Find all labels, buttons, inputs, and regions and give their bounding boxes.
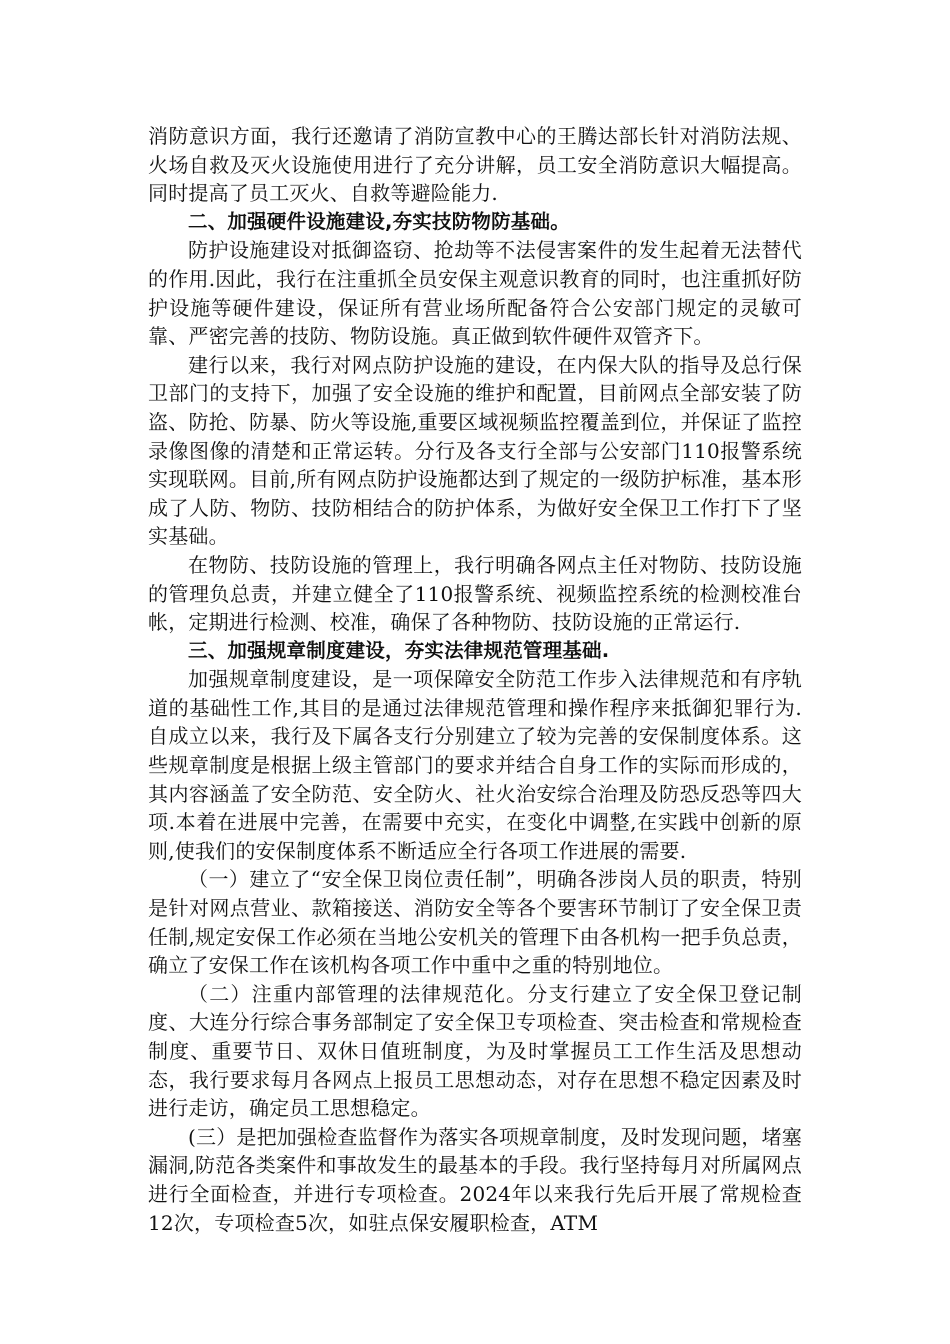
body-paragraph: 防护设施建设对抵御盗窃、抢劫等不法侵害案件的发生起着无法替代的作用.因此，我行在注重抓全员安保主观意识教育的同时，也注重抓好防护设施等硬件建设，保证所有营业场所配备符合公安部门规定的灵敏可靠、严密完善的技防、物防设施。真正做到软件硬件双管齐下。 [148,238,802,349]
body-paragraph: 加强规章制度建设，是一项保障安全防范工作步入法律规范和有序轨道的基础性工作,其目的是通过法律规范管理和操作程序来抵御犯罪行为.自成立以来，我行及下属各支行分别建立了较为完善的安保制度体系。这些规章制度是根据上级主管部门的要求并结合自身工作的实际而形成的，其内容涵盖了安全防范、安全防火、社火治安综合治理及防恐反恐等四大项.本着在进展中完善，在需要中充实，在变化中调整,在实践中创新的原则,使我们的安保制度体系不断适应全行各项工作进展的需要. [148,667,802,863]
body-paragraph: 建行以来，我行对网点防护设施的建设，在内保大队的指导及总行保卫部门的支持下，加强了安全设施的维护和配置，目前网点全部安装了防盗、防抢、防暴、防火等设施,重要区域视频监控覆盖到位，并保证了监控录像图像的清楚和正常运转。分行及各支行全部与公安部门110报警系统实现联网。目前,所有网点防护设施都达到了规定的一级防护标准，基本形成了人防、物防、技防相结合的防护体系，为做好安全保卫工作打下了坚实基础。 [148,352,802,549]
body-paragraph: （一）建立了“安全保卫岗位责任制”，明确各涉岗人员的职责，特别是针对网点营业、款箱接送、消防安全等各个要害环节制订了安全保卫责任制,规定安保工作必须在当地公安机关的管理下由各机构一把手负总责，确立了安保工作在该机构各项工作中重中之重的特别地位。 [148,867,802,978]
body-paragraph: 在物防、技防设施的管理上，我行明确各网点主任对物防、技防设施的管理负总责，并建立健全了110报警系统、视频监控系统的检测校准台帐，定期进行检测、校准，确保了各种物防、技防设施的正常运行. [148,552,802,635]
body-paragraph: （二）注重内部管理的法律规范化。分支行建立了安全保卫登记制度、大连分行综合事务部制定了安全保卫专项检查、突击检查和常规检查制度、重要节日、双休日值班制度，为及时掌握员工工作生活及思想动态，我行要求每月各网点上报员工思想动态，对存在思想不稳定因素及时进行走访，确定员工思想稳定。 [148,981,802,1121]
section-heading: 二、加强硬件设施建设,夯实技防物防基础。 [188,209,570,233]
body-paragraph: 消防意识方面，我行还邀请了消防宣教中心的王腾达部长针对消防法规、火场自救及灭火设施使用进行了充分讲解，员工安全消防意识大幅提高。同时提高了员工灭火、自救等避险能力. [148,124,802,206]
section-heading: 三、加强规章制度建设，夯实法律规范管理基础. [188,638,610,662]
document-page [148,122,802,1237]
body-paragraph: (三）是把加强检查监督作为落实各项规章制度，及时发现问题，堵塞漏洞,防范各类案件和事故发生的最基本的手段。我行坚持每月对所属网点进行全面检查，并进行专项检查。2024年以来我行先后开展了常规检查12次，专项检查5次，如驻点保安履职检查，ATM [148,1124,803,1235]
